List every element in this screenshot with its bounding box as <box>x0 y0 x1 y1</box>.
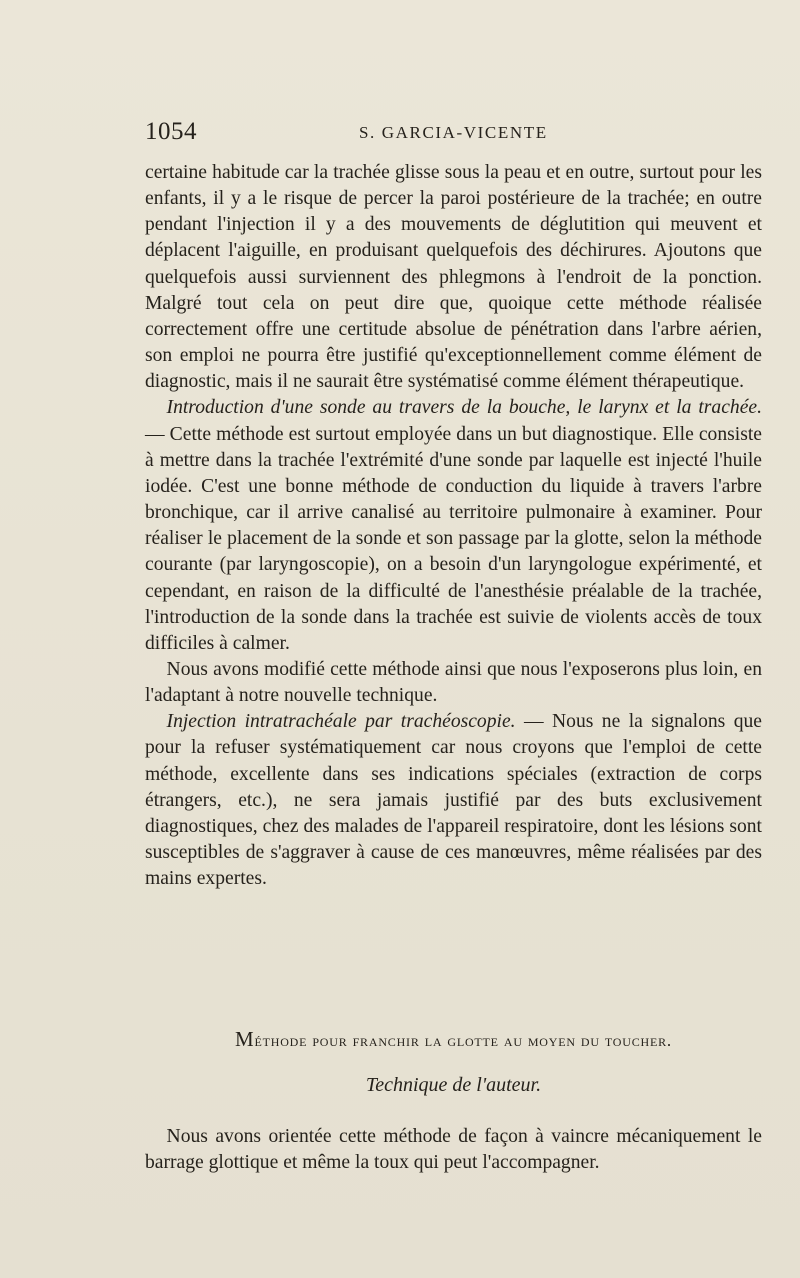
running-head: S. GARCIA-VICENTE <box>359 123 548 142</box>
paragraph-4-heading: Injection intratrachéale par trachéoscopie. <box>166 711 516 733</box>
paragraph-1: certaine habitude car la trachée glisse sous la peau et en outre, surtout pour les enfants, il y a le risque de percer la paroi postérieure de la trachée; en outre pendant l'injection il y a des mouvements de déglutition qui meuvent et déplacent l'aiguille, en produisant quelquefois des déchirures. Ajoutons que quelquefois aussi surviennent des phlegmons à l'endroit de la ponction. Malgré tout cela on peut dire que, quoique cette méthode réalisée correctement offre une certitude absolue de pénétration dans l'arbre aérien, son emploi ne pourra être justifié qu'exceptionnellement comme élément de diagnostic, mais il ne saurait être systématisé comme élément thérapeutique. <box>145 162 762 393</box>
section-title <box>145 1027 762 1052</box>
paragraph-4-text: — Nous ne la signalons que pour la refuser systématiquement car nous croyons que l'emploi de cette méthode, excellente dans ses indications spéciales (extraction de corps étrangers, etc.), ne sera jamais justifié par des buts exclusivement diagnostiques, chez des malades de l'appareil respiratoire, dont les lésions sont susceptibles de s'aggraver à cause de ces manœuvres, même réalisées par des mains expertes. <box>145 711 762 890</box>
body-text <box>145 160 762 892</box>
closing-text <box>145 1124 762 1176</box>
paragraph-2 <box>145 395 762 657</box>
paragraph-3: Nous avons modifié cette méthode ainsi que nous l'exposerons plus loin, en l'adaptant à notre nouvelle technique. <box>145 658 762 707</box>
paragraph-2-heading: Introduction d'une sonde au travers de la bouche, le larynx et la trachée. <box>166 397 762 419</box>
section-title-initial: M <box>235 1027 255 1051</box>
page-header <box>145 118 762 154</box>
paragraph-2-text: — Cette méthode est surtout employée dans un but diagnostique. Elle consiste à mettre dans la trachée l'extrémité d'une sonde par laquelle est injecté l'huile iodée. C'est une bonne méthode de conduction du liquide à travers l'arbre bronchique, car il arrive canalisé au territoire pulmonaire à examiner. Pour réaliser le placement de la sonde et son passage par la glotte, selon la méthode courante (par laryngoscopie), on a besoin d'un laryngologue expérimenté, et cependant, en raison de la difficulté de l'anesthésie préalable de la trachée, l'introduction de la sonde dans la trachée est suivie de violents accès de toux difficiles à calmer. <box>145 423 762 654</box>
page-number: 1054 <box>145 118 197 145</box>
section-subtitle: Technique de l'auteur. <box>365 1074 542 1096</box>
closing-paragraph: Nous avons orientée cette méthode de façon à vaincre mécaniquement le barrage glottique et même la toux qui peut l'accompagner. <box>145 1126 762 1174</box>
section-title-rest: éthode pour franchir la glotte au moyen du toucher. <box>254 1031 672 1050</box>
paragraph-4 <box>145 709 762 892</box>
